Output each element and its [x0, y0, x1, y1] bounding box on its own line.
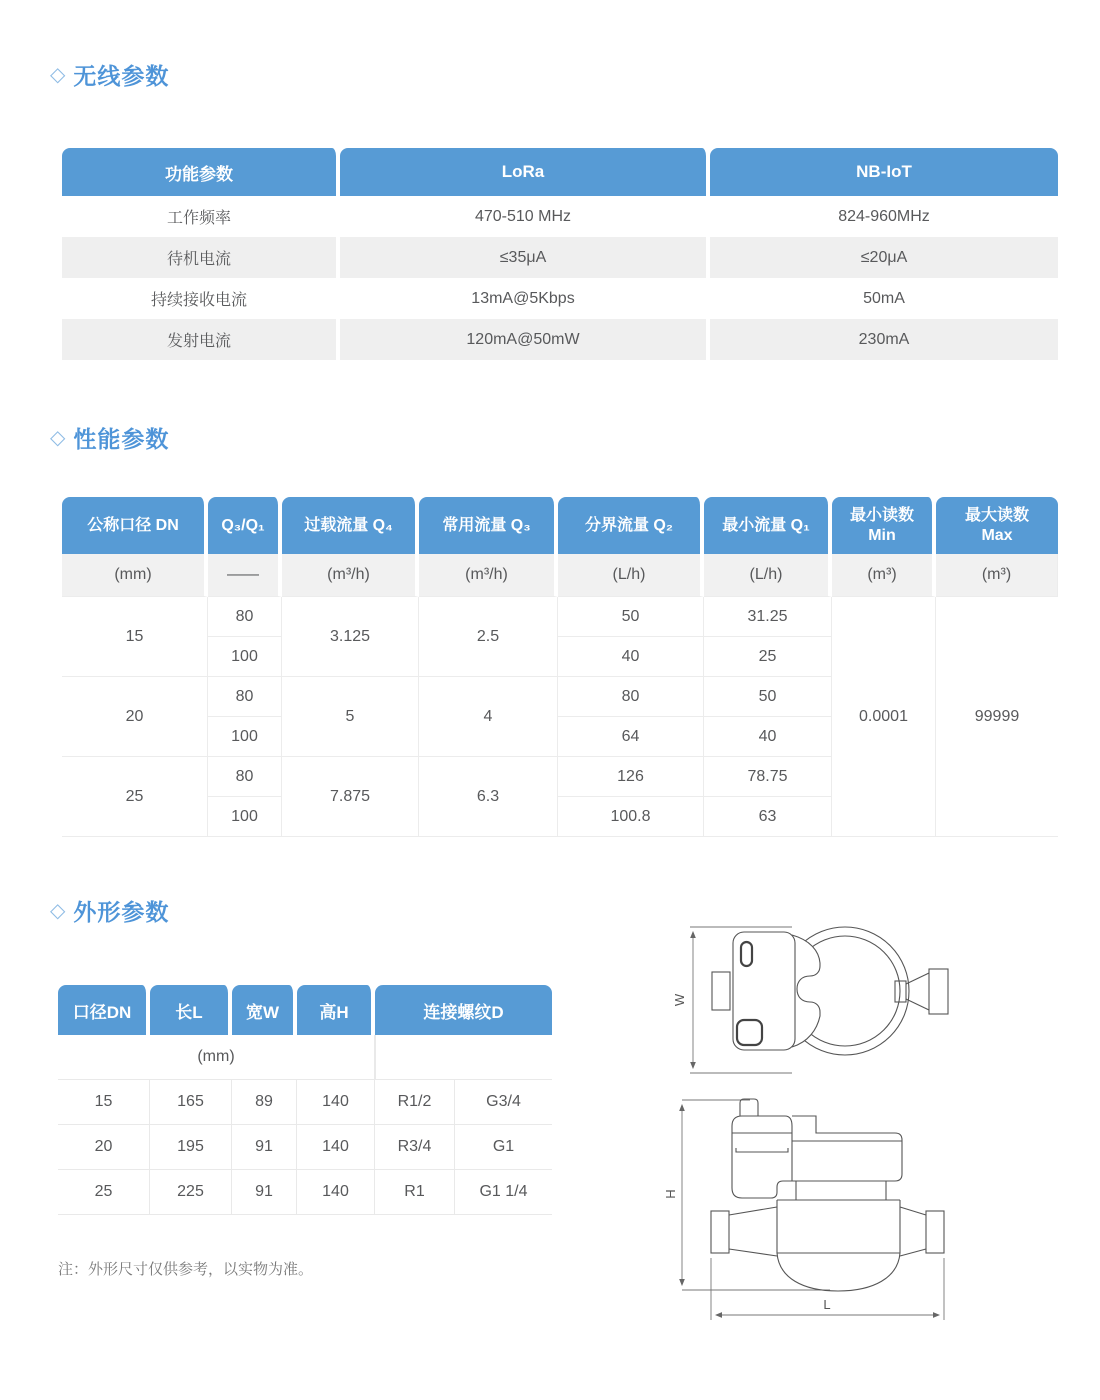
section-title-dimensions — [50, 894, 169, 927]
header-line: Min — [868, 526, 896, 544]
cell-max-reading: 99999 — [936, 597, 1058, 837]
cell: 120mA@50mW — [340, 319, 710, 360]
header-line: Max — [981, 526, 1013, 544]
cell-thread-g: G3/4 — [455, 1080, 552, 1125]
header-line: 最大读数 — [964, 507, 1029, 525]
l-dimension-label: L — [823, 1297, 831, 1312]
column-header: 分界流量 Q₂ — [558, 497, 704, 554]
table-row — [58, 1125, 552, 1170]
table-row — [62, 597, 1058, 637]
column-header — [832, 497, 936, 554]
hl-dimension-lines — [682, 1100, 944, 1320]
cell-minflow: 50 — [704, 677, 832, 717]
column-header: 连接螺纹D — [375, 985, 552, 1035]
cell: 发射电流 — [62, 319, 340, 360]
performance-table — [62, 497, 1058, 837]
cell-width: 89 — [232, 1080, 297, 1125]
cell-overload: 5 — [282, 677, 419, 757]
section-title-text: 外形参数 — [73, 899, 170, 925]
cell-dn: 20 — [62, 677, 208, 757]
wireless-table — [62, 148, 1058, 360]
units-row — [58, 1035, 552, 1080]
diamond-icon: ◇ — [50, 64, 67, 86]
cell-dn: 25 — [62, 757, 208, 837]
unit-cell: (L/h) — [558, 554, 704, 597]
column-header: 长L — [150, 985, 232, 1035]
cell-minflow: 78.75 — [704, 757, 832, 797]
meter-top-view-body — [712, 927, 948, 1055]
cell-width: 91 — [232, 1125, 297, 1170]
cell: 50mA — [863, 289, 905, 307]
cell: 13mA@5Kbps — [340, 278, 710, 319]
table-row — [62, 278, 1058, 319]
cell-length: 195 — [150, 1125, 232, 1170]
column-header: 功能参数 — [62, 148, 340, 196]
cell-transitional: 100.8 — [558, 797, 704, 837]
cell: 工作频率 — [62, 196, 340, 237]
column-header: 过载流量 Q₄ — [282, 497, 419, 554]
column-header: NB-IoT — [710, 148, 1058, 196]
cell-width: 91 — [232, 1170, 297, 1215]
cell-common: 4 — [419, 677, 558, 757]
header-line: 最小读数 — [849, 507, 914, 525]
table-row — [58, 1170, 552, 1215]
cell-length: 165 — [150, 1080, 232, 1125]
cell-min-reading: 0.0001 — [832, 597, 936, 837]
column-header: 常用流量 Q₃ — [419, 497, 558, 554]
cell-transitional: 126 — [558, 757, 704, 797]
cell-dn: 15 — [58, 1080, 150, 1125]
column-header: 口径DN — [58, 985, 150, 1035]
cell-transitional: 80 — [558, 677, 704, 717]
cell-thread-g: G1 1/4 — [455, 1170, 552, 1215]
dimensions-table — [58, 985, 552, 1215]
unit-cell: (mm) — [58, 1035, 375, 1080]
cell-thread-r: R3/4 — [375, 1125, 455, 1170]
diamond-icon: ◇ — [50, 900, 67, 922]
column-header — [936, 497, 1058, 554]
cell: 待机电流 — [62, 237, 340, 278]
cell-height: 140 — [297, 1125, 375, 1170]
cell-ratio: 100 — [208, 717, 282, 757]
cell-transitional: 40 — [558, 637, 704, 677]
cell-minflow: 40 — [704, 717, 832, 757]
diamond-icon: ◇ — [50, 427, 67, 449]
cell-common: 2.5 — [419, 597, 558, 677]
column-header: 宽W — [232, 985, 297, 1035]
cell-ratio: 80 — [208, 597, 282, 637]
cell-transitional: 64 — [558, 717, 704, 757]
column-header: LoRa — [340, 148, 710, 196]
section-title-text: 性能参数 — [73, 426, 170, 452]
cell: 824-960MHz — [838, 207, 930, 225]
cell-transitional: 50 — [558, 597, 704, 637]
cell-thread-g: G1 — [455, 1125, 552, 1170]
cell: 持续接收电流 — [62, 278, 340, 319]
cell-overload: 3.125 — [282, 597, 419, 677]
cell-ratio: 80 — [208, 677, 282, 717]
meter-side-view-drawing — [640, 1088, 1060, 1338]
cell-ratio: 80 — [208, 757, 282, 797]
dimension-note: 注：外形尺寸仅供参考，以实物为准。 — [58, 1261, 314, 1278]
unit-cell: —— — [208, 554, 282, 597]
cell-ratio: 100 — [208, 797, 282, 837]
section-title-text: 无线参数 — [73, 63, 170, 89]
cell-height: 140 — [297, 1080, 375, 1125]
cell-minflow: 63 — [704, 797, 832, 837]
cell-height: 140 — [297, 1170, 375, 1215]
cell-common: 6.3 — [419, 757, 558, 837]
column-header: 最小流量 Q₁ — [704, 497, 832, 554]
cell-thread-r: R1/2 — [375, 1080, 455, 1125]
cell: ≤35μA — [340, 237, 710, 278]
cell-minflow: 25 — [704, 637, 832, 677]
unit-cell: (mm) — [62, 554, 208, 597]
column-header: Q₃/Q₁ — [208, 497, 282, 554]
table-row — [62, 237, 1058, 278]
cell-minflow: 31.25 — [704, 597, 832, 637]
cell-overload: 7.875 — [282, 757, 419, 837]
w-dimension-label: W — [672, 993, 687, 1007]
cell-dn: 20 — [58, 1125, 150, 1170]
header-row — [62, 148, 1058, 196]
cell-dn: 15 — [62, 597, 208, 677]
table-row — [62, 196, 1058, 237]
unit-cell-blank — [375, 1035, 552, 1080]
h-dimension-label: H — [663, 1189, 678, 1199]
meter-top-view-drawing — [640, 905, 1060, 1090]
header-row — [62, 497, 1058, 554]
cell-thread-r: R1 — [375, 1170, 455, 1215]
unit-cell: (m³) — [936, 554, 1058, 597]
unit-cell: (L/h) — [704, 554, 832, 597]
unit-cell: (m³/h) — [419, 554, 558, 597]
unit-cell: (m³/h) — [282, 554, 419, 597]
cell: ≤20μA — [710, 237, 1058, 278]
column-header: 公称口径 DN — [62, 497, 208, 554]
table-row — [58, 1080, 552, 1125]
section-title-wireless — [50, 58, 169, 91]
table-row — [62, 319, 1058, 360]
cell-dn: 25 — [58, 1170, 150, 1215]
cell: 230mA — [710, 319, 1058, 360]
cell-ratio: 100 — [208, 637, 282, 677]
cell: 470-510 MHz — [340, 196, 710, 237]
header-row — [58, 985, 552, 1035]
section-title-performance — [50, 421, 169, 454]
cell-length: 225 — [150, 1170, 232, 1215]
meter-side-view-body — [711, 1099, 944, 1291]
column-header: 高H — [297, 985, 375, 1035]
unit-cell: (m³) — [832, 554, 936, 597]
units-row — [62, 554, 1058, 597]
